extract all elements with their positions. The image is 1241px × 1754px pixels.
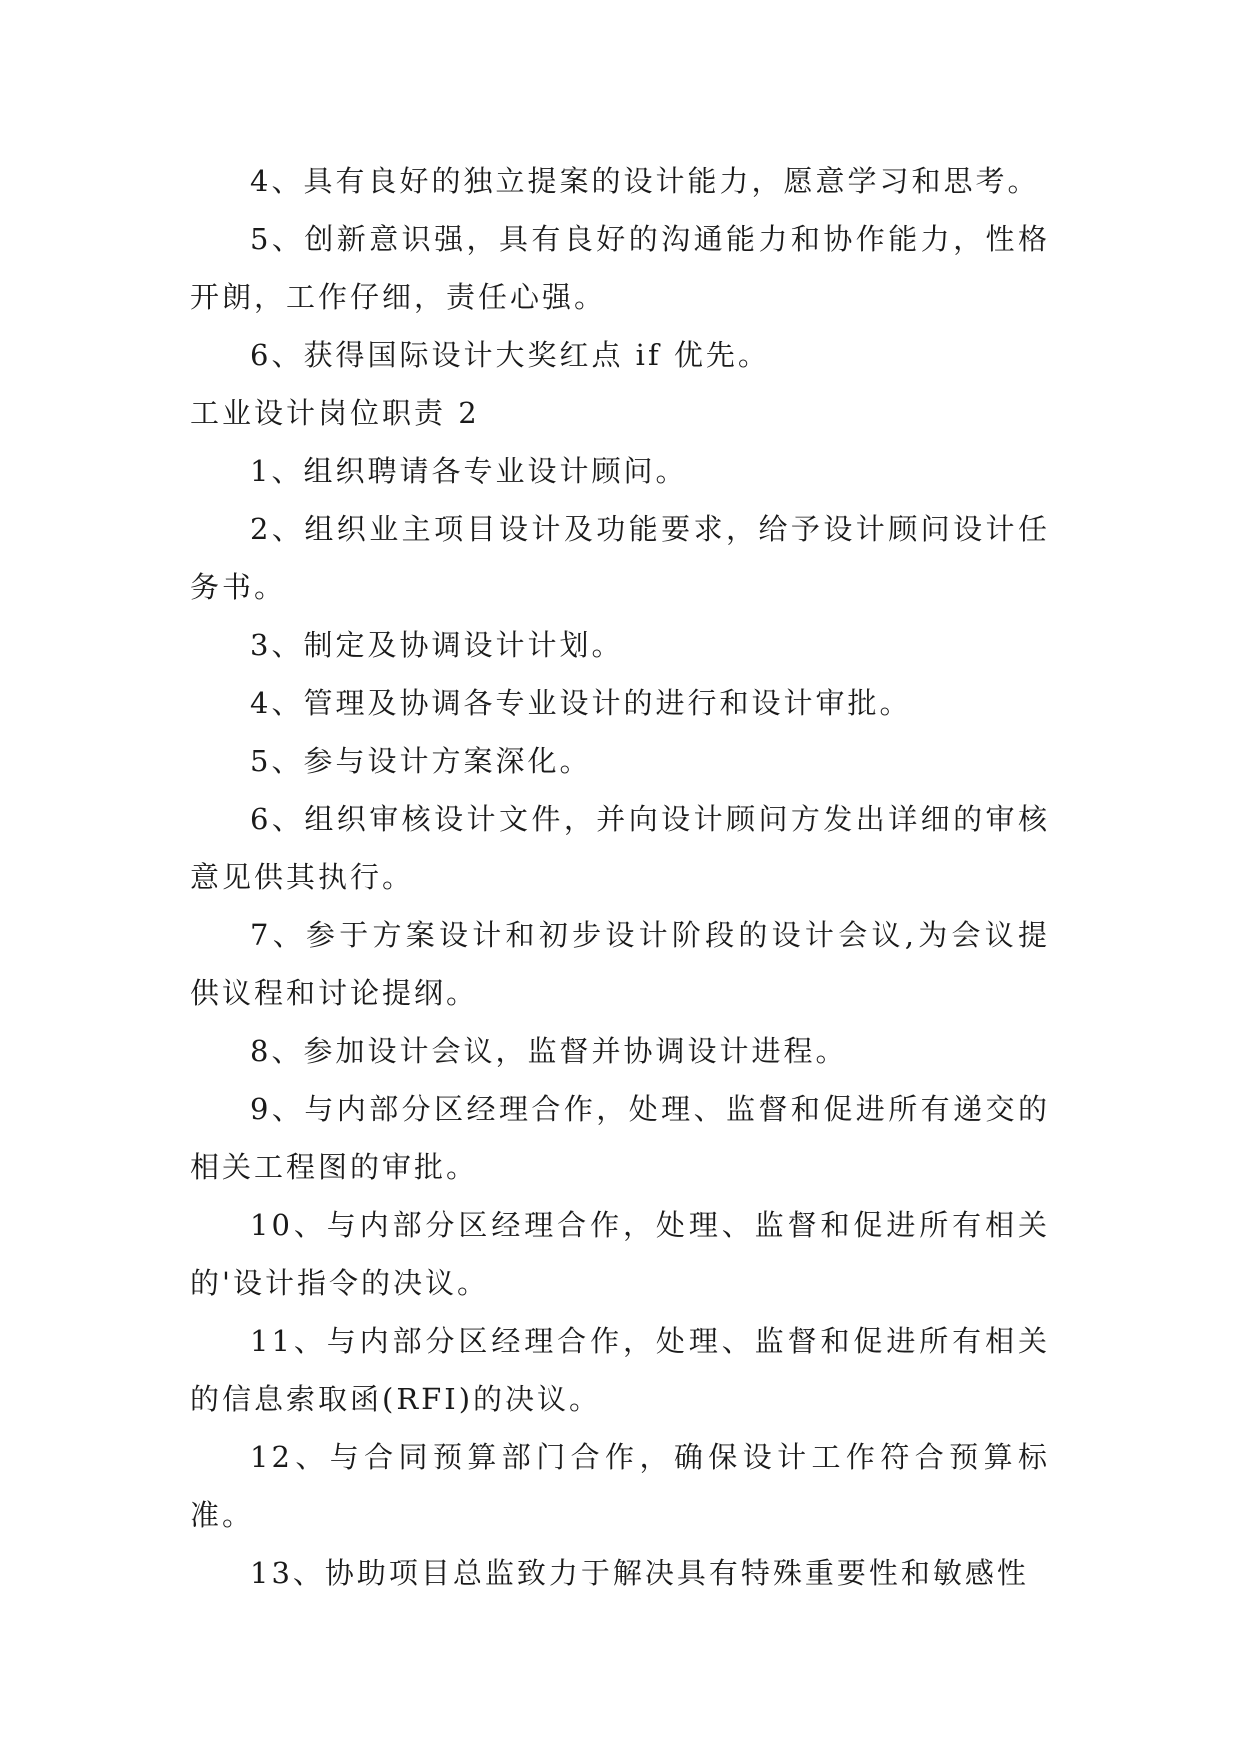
list-item: 2、组织业主项目设计及功能要求，给予设计顾问设计任务书。 [190, 512, 1050, 604]
list-item: 11、与内部分区经理合作，处理、监督和促进所有相关的信息索取函(RFI)的决议。 [190, 1324, 1050, 1416]
section-heading: 工业设计岗位职责 2 [190, 396, 480, 430]
list-item: 9、与内部分区经理合作，处理、监督和促进所有递交的相关工程图的审批。 [190, 1092, 1050, 1184]
list-item: 1、组织聘请各专业设计顾问。 [250, 454, 688, 488]
list-item: 4、具有良好的独立提案的设计能力，愿意学习和思考。 [250, 164, 1040, 198]
list-item: 5、创新意识强，具有良好的沟通能力和协作能力，性格开朗，工作仔细，责任心强。 [190, 222, 1050, 314]
document-body [190, 152, 1050, 1602]
list-item: 5、参与设计方案深化。 [250, 744, 592, 778]
list-item: 12、与合同预算部门合作，确保设计工作符合预算标准。 [190, 1440, 1050, 1532]
list-item: 4、管理及协调各专业设计的进行和设计审批。 [250, 686, 912, 720]
list-item: 10、与内部分区经理合作，处理、监督和促进所有相关的'设计指令的决议。 [190, 1208, 1050, 1300]
list-item: 6、获得国际设计大奖红点 if 优先。 [250, 338, 770, 372]
list-item: 8、参加设计会议，监督并协调设计进程。 [250, 1034, 848, 1068]
list-item: 6、组织审核设计文件，并向设计顾问方发出详细的审核意见供其执行。 [190, 802, 1050, 894]
list-item: 7、参于方案设计和初步设计阶段的设计会议,为会议提供议程和讨论提纲。 [190, 918, 1050, 1010]
list-item: 13、协助项目总监致力于解决具有特殊重要性和敏感性 [250, 1556, 1029, 1590]
list-item: 3、制定及协调设计计划。 [250, 628, 624, 662]
